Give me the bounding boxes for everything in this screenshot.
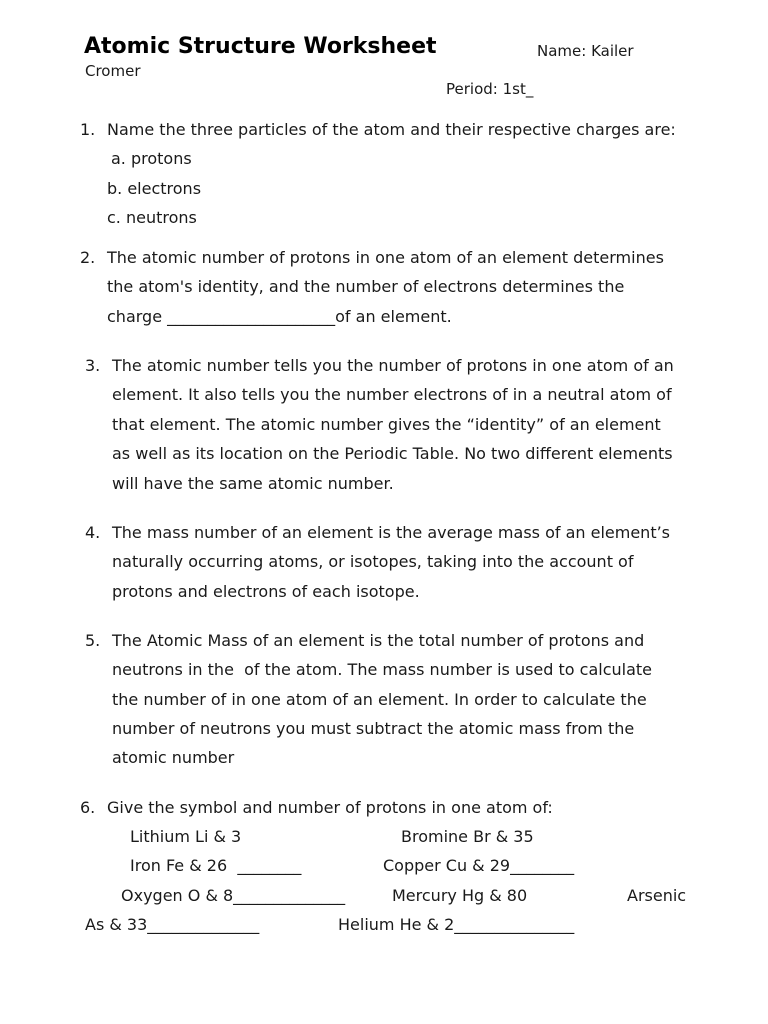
element-lithium: Lithium Li & 3	[130, 827, 242, 846]
question-5-line: The Atomic Mass of an element is the total number of protons and	[112, 631, 645, 650]
question-5-line: atomic number	[112, 748, 235, 767]
question-3-line: element. It also tells you the number electrons of in a neutral atom of	[112, 385, 672, 404]
question-6-number: 6.	[80, 798, 96, 817]
question-3-line: as well as its location on the Periodic Table. No two different elements	[112, 444, 673, 463]
question-3-line: The atomic number tells you the number of protons in one atom of an	[112, 356, 674, 375]
question-5-line: neutrons in the of the atom. The mass number is used to calculate	[112, 660, 653, 679]
page-title: Atomic Structure Worksheet	[84, 34, 437, 59]
answer-1b: b. electrons	[107, 179, 202, 198]
question-5-line: number of neutrons you must subtract the atomic mass from the	[112, 719, 635, 738]
question-2-line: charge _____________________of an element.	[107, 307, 452, 326]
element-bromine: Bromine Br & 35	[401, 827, 534, 846]
question-5-line: the number of in one atom of an element. In order to calculate the	[112, 690, 647, 709]
question-3-line: will have the same atomic number.	[112, 474, 394, 493]
question-2-line: The atomic number of protons in one atom of an element determines	[107, 248, 664, 267]
question-3-line: that element. The atomic number gives the “identity” of an element	[112, 415, 661, 434]
element-helium: Helium He & 2_______________	[338, 915, 575, 934]
question-5-number: 5.	[85, 631, 101, 650]
question-4-number: 4.	[85, 523, 101, 542]
question-4-line: The mass number of an element is the average mass of an element’s	[112, 523, 671, 542]
element-iron: Iron Fe & 26 ________	[130, 856, 302, 875]
answer-1a: a. protons	[111, 149, 192, 168]
student-name-continued: Cromer	[85, 62, 141, 80]
question-4-line: protons and electrons of each isotope.	[112, 582, 420, 601]
question-2-line: the atom's identity, and the number of electrons determines the	[107, 277, 625, 296]
student-name-label: Name: Kailer	[537, 42, 634, 60]
question-2-number: 2.	[80, 248, 96, 267]
element-arsenic-continued: As & 33______________	[85, 915, 260, 934]
element-copper: Copper Cu & 29________	[383, 856, 575, 875]
element-oxygen: Oxygen O & 8______________	[121, 886, 346, 905]
element-mercury: Mercury Hg & 80	[392, 886, 528, 905]
answer-1c: c. neutrons	[107, 208, 197, 227]
question-1-number: 1.	[80, 120, 96, 139]
question-4-line: naturally occurring atoms, or isotopes, taking into the account of	[112, 552, 634, 571]
question-3-number: 3.	[85, 356, 101, 375]
question-1-text: Name the three particles of the atom and their respective charges are:	[107, 120, 676, 139]
question-6-text: Give the symbol and number of protons in one atom of:	[107, 798, 553, 817]
period-label: Period: 1st_	[446, 80, 534, 98]
element-arsenic: Arsenic	[627, 886, 687, 905]
